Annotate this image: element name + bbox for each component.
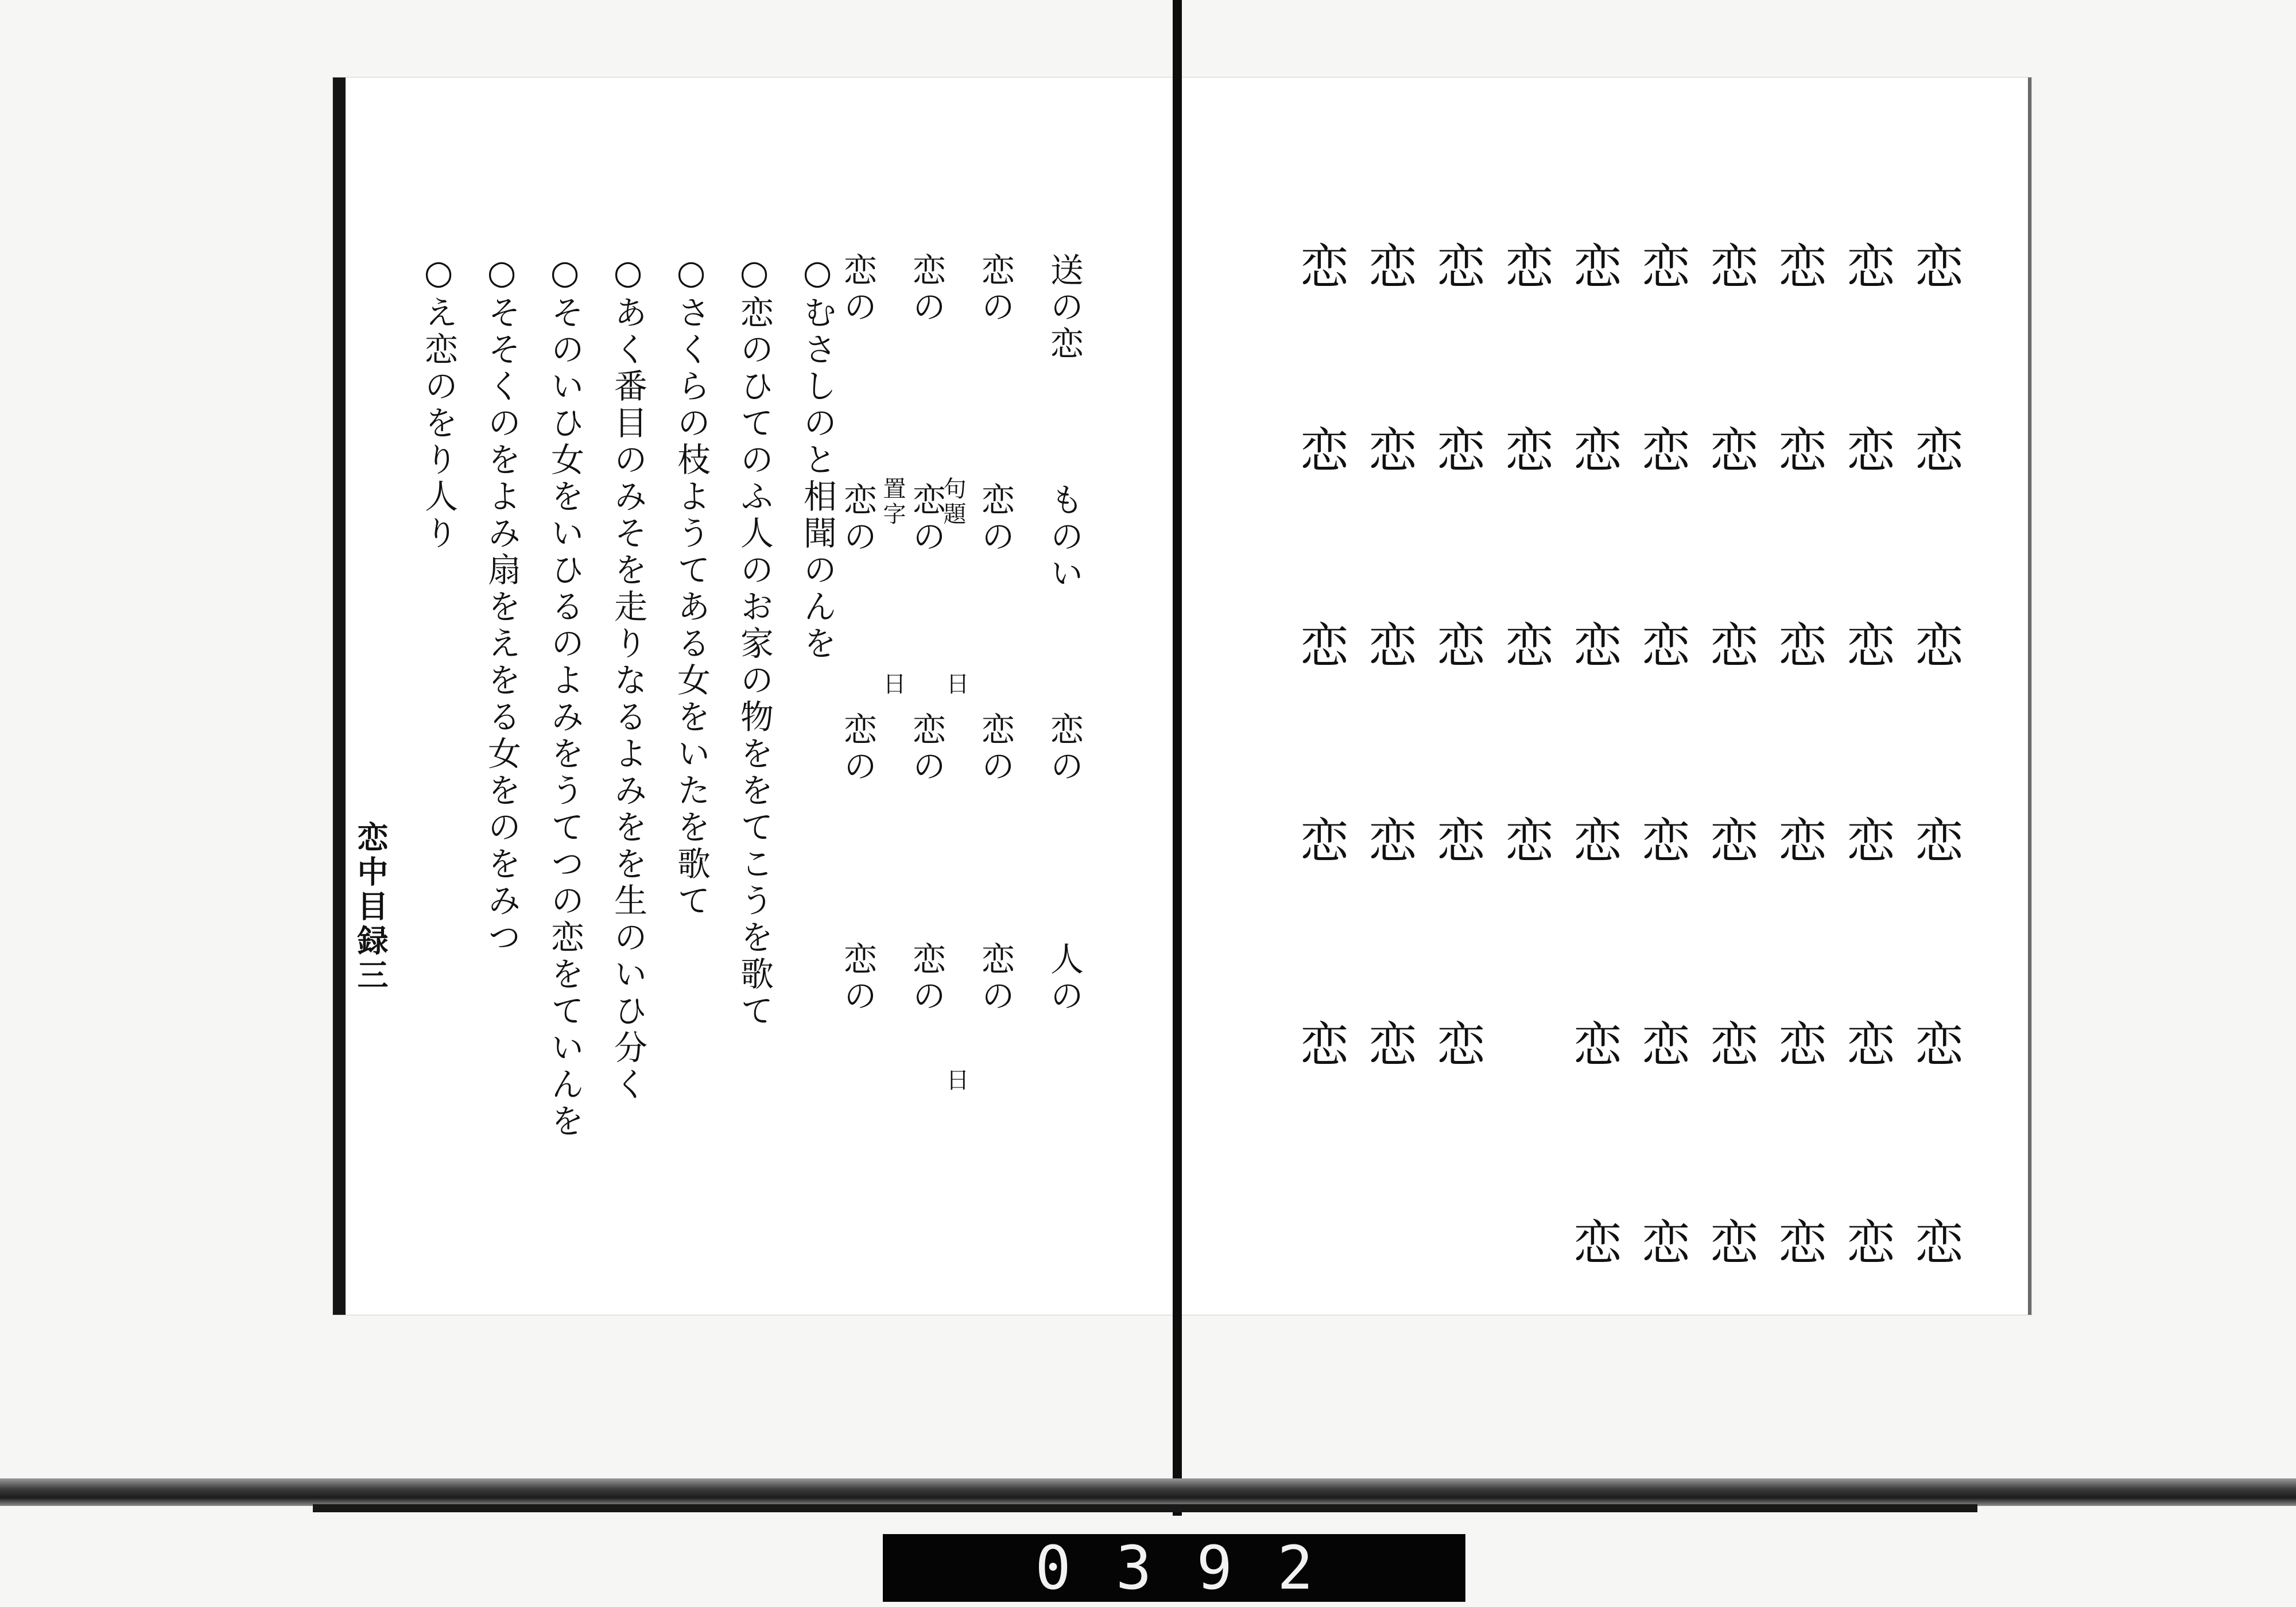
index-entry: 恋: [1634, 620, 1690, 676]
index-entry: 恋: [1771, 241, 1827, 297]
index-entry: 恋: [1293, 815, 1349, 872]
index-entry: 恋: [1429, 815, 1486, 872]
entry-fragment: 恋の: [976, 253, 1015, 326]
entry-column: ○むさしのと相聞のんを: [798, 253, 837, 663]
index-entry: 恋: [1498, 815, 1554, 872]
index-entry: 恋: [1839, 620, 1895, 676]
index-entry: 恋: [1907, 425, 1964, 481]
index-entry: 恋: [1293, 620, 1349, 676]
entry-fragment: 恋の: [838, 942, 877, 1015]
index-entry: 恋: [1498, 620, 1554, 676]
index-entry: 恋: [1839, 241, 1895, 297]
book-gutter: [1173, 0, 1182, 1516]
index-entry: 恋: [1839, 425, 1895, 481]
index-entry: 恋: [1634, 241, 1690, 297]
index-entry: 恋: [1839, 1217, 1895, 1273]
entry-column: ○さくらの枝ようてある女をいたを歌て: [672, 253, 711, 920]
entry-fragment: 恋の: [907, 482, 946, 556]
index-entry: 恋: [1771, 815, 1827, 872]
index-entry: 恋: [1634, 1217, 1690, 1273]
index-entry: 恋: [1702, 1019, 1759, 1075]
entry-fragment: 恋の: [907, 253, 946, 326]
index-entry: 恋: [1361, 815, 1417, 872]
entry-fragment: 恋の: [976, 942, 1015, 1015]
index-entry: 恋: [1429, 425, 1486, 481]
index-entry: 恋: [1702, 815, 1759, 872]
index-entry: 恋: [1566, 815, 1622, 872]
annotation-label: 置字: [879, 477, 906, 527]
index-entry: 恋: [1498, 241, 1554, 297]
entry-fragment: ものい: [1045, 482, 1084, 593]
entry-fragment: 恋の: [976, 712, 1015, 785]
index-entry: 恋: [1771, 1019, 1827, 1075]
index-entry: 恋: [1429, 1019, 1486, 1075]
index-entry: 恋: [1361, 241, 1417, 297]
index-entry: 恋: [1702, 425, 1759, 481]
entry-fragment: 恋の: [838, 482, 877, 556]
annotation-label: 句題: [940, 477, 966, 527]
entry-fragment: 人の: [1045, 942, 1084, 1015]
index-entry: 恋: [1293, 241, 1349, 297]
index-entry: 恋: [1634, 1019, 1690, 1075]
index-entry: 恋: [1566, 1217, 1622, 1273]
entry-fragment: 恋の: [838, 712, 877, 785]
index-entry: 恋: [1361, 1019, 1417, 1075]
entry-fragment: 恋の: [1045, 712, 1084, 785]
entry-fragment: 恋の: [838, 253, 877, 326]
index-entry: 恋: [1702, 1217, 1759, 1273]
index-entry: 恋: [1566, 1019, 1622, 1075]
index-entry: 恋: [1702, 241, 1759, 297]
entry-fragment: 恋の: [907, 942, 946, 1015]
index-entry: 恋: [1907, 1217, 1964, 1273]
index-entry: 恋: [1771, 425, 1827, 481]
entry-column: ○そのいひ女をいひるのよみをうてつの恋をていんを: [545, 253, 584, 1140]
entry-fragment: 恋の: [976, 482, 1015, 556]
entry-column: ○そそくのをよみ扇をえをる女をのをみつ: [482, 253, 521, 957]
index-entry: 恋: [1429, 241, 1486, 297]
index-entry: 恋: [1839, 815, 1895, 872]
index-entry: 恋: [1907, 241, 1964, 297]
index-entry: 恋: [1907, 620, 1964, 676]
index-entry: 恋: [1634, 815, 1690, 872]
microfilm-frame-number: 0392: [883, 1534, 1465, 1602]
index-entry: 恋: [1634, 425, 1690, 481]
index-entry: 恋: [1771, 620, 1827, 676]
annotation-label: 日: [943, 672, 969, 697]
annotation-label: 日: [943, 1068, 969, 1093]
index-entry: 恋: [1566, 241, 1622, 297]
index-entry: 恋: [1839, 1019, 1895, 1075]
annotation-label: 日: [879, 672, 906, 697]
index-entry: 恋: [1361, 620, 1417, 676]
index-entry: 恋: [1907, 1019, 1964, 1075]
index-entry: 恋: [1498, 425, 1554, 481]
index-entry: 恋: [1702, 620, 1759, 676]
index-entry: 恋: [1293, 1019, 1349, 1075]
book-edge-shadow: [0, 1478, 2296, 1506]
index-entry: 恋: [1361, 425, 1417, 481]
entry-column: ○え恋のをり人り: [419, 253, 458, 552]
entry-fragment: 送の恋: [1045, 253, 1084, 363]
entry-column: ○あく番目のみそを走りなるよみをを生のいひ分く: [608, 253, 647, 1103]
index-entry: 恋: [1429, 620, 1486, 676]
entry-fragment: 恋の: [907, 712, 946, 785]
index-entry: 恋: [1566, 425, 1622, 481]
index-entry: 恋: [1293, 425, 1349, 481]
book-bottom-edge: [313, 1504, 1977, 1512]
index-entry: 恋: [1566, 620, 1622, 676]
index-entry: 恋: [1907, 815, 1964, 872]
index-entry: 恋: [1771, 1217, 1827, 1273]
running-title: 恋中目録三: [352, 821, 389, 993]
entry-column: ○恋のひてのふ人のお家の物ををてこうを歌て: [735, 253, 774, 1030]
